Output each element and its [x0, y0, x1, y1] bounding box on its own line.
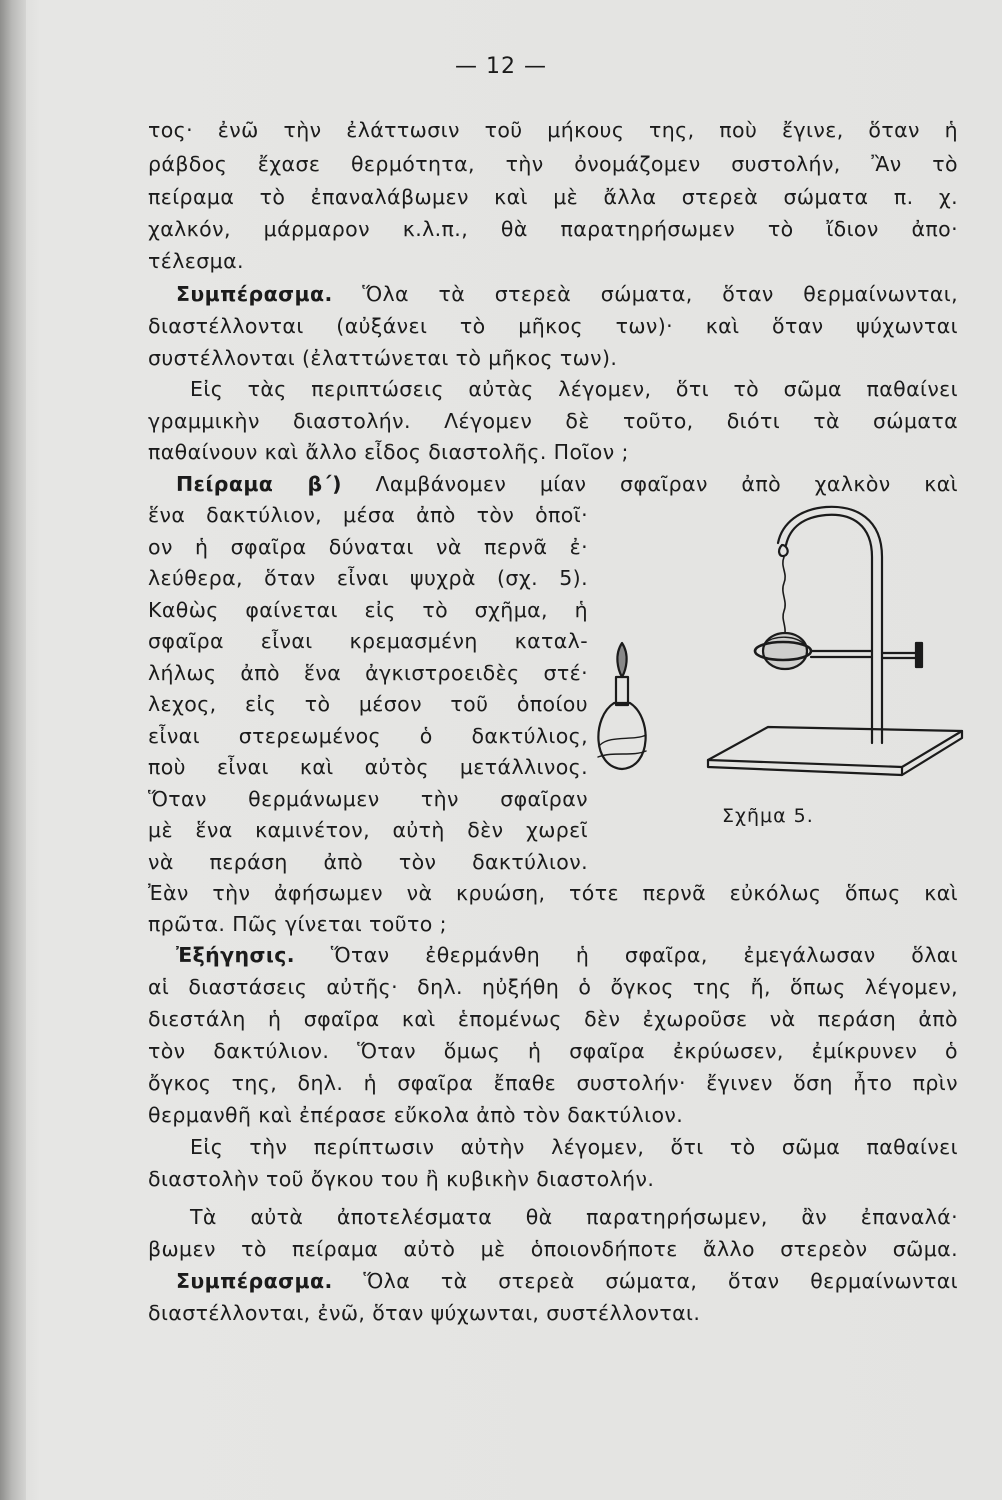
text-line: γραμμικὴν διαστολήν. Λέγομεν δὲ τοῦτο, διότι τὰ σώματα	[148, 409, 958, 433]
text-line: Ὅταν θερμάνωμεν τὴν σφαῖραν	[148, 787, 588, 811]
page-number: — 12 —	[455, 54, 547, 79]
text-line: θερμανθῆ καὶ ἐπέρασε εὔκολα ἀπὸ τὸν δακτύλιον.	[148, 1103, 684, 1127]
text-line: συστέλλονται (ἐλαττώνεται τὸ μῆκος των).	[148, 346, 618, 370]
text-line: χαλκόν, μάρμαρον κ.λ.π., θὰ παρατηρήσωμεν τὸ ἴδιον ἀπο·	[148, 217, 958, 241]
text-line: τος· ἐνῶ τὴν ἐλάττωσιν τοῦ μήκους της, ποὺ ἔγινε, ὅταν ἡ	[148, 118, 958, 142]
text-line: Ἐὰν τὴν ἀφήσωμεν νὰ κρυώση, τότε περνᾶ εὐκόλως ὅπως καὶ	[148, 881, 958, 905]
text-line: ράβδος ἔχασε θερμότητα, τὴν ὀνομάζομεν συστολήν, Ἂν τὸ	[148, 152, 958, 176]
ring-arm	[811, 651, 872, 657]
experiment-line	[148, 469, 958, 499]
conclusion-text: Ὅλα τὰ στερεὰ σώματα, ὅταν θερμαίνωνται	[363, 1269, 958, 1293]
text-line: διεστάλη ἡ σφαῖρα καὶ ἑπομένως δὲν ἐχωροῦσε νὰ περάση ἀπὸ	[148, 1007, 958, 1031]
clamp-screw	[916, 643, 922, 667]
text-line: ον ἡ σφαῖρα δύναται νὰ περνᾶ ἐ·	[148, 535, 588, 559]
text-line: αἱ διαστάσεις αὐτῆς· δηλ. ηὐξήθη ὁ ὄγκος της ἤ, ὅπως λέγομεν,	[148, 975, 958, 999]
conclusion-label: Συμπέρασμα.	[176, 282, 333, 306]
metal-ball	[763, 633, 807, 669]
conclusion-line	[148, 1266, 958, 1296]
experiment-text: Λαμβάνομεν μίαν σφαῖραν ἀπὸ χαλκὸν καὶ	[375, 472, 958, 496]
chain	[783, 557, 785, 633]
text-line: διαστέλλονται (αὐξάνει τὸ μῆκος των)· καὶ ὅταν ψύχωνται	[148, 314, 958, 338]
text-line: Εἰς τὰς περιπτώσεις αὐτὰς λέγομεν, ὅτι τὸ σῶμα παθαίνει	[190, 377, 958, 401]
explanation-line	[148, 940, 958, 970]
page-binding-edge	[0, 0, 26, 1500]
text-line: ὄγκος της, δηλ. ἡ σφαῖρα ἔπαθε συστολήν· ἔγινεν ὅση ἦτο πρὶν	[148, 1071, 958, 1095]
explanation-label: Ἐξήγησις.	[176, 943, 295, 967]
text-line: πείραμα τὸ ἐπαναλάβωμεν καὶ μὲ ἄλλα στερεὰ σώματα π. χ.	[148, 185, 958, 209]
text-line: παθαίνουν καὶ ἄλλο εἶδος διαστολῆς. Ποῖον ;	[148, 440, 629, 464]
text-line: ποὺ εἶναι καὶ αὐτὸς μετάλλινος.	[148, 755, 588, 779]
text-line: Καθὼς φαίνεται εἰς τὸ σχῆμα, ἡ	[148, 598, 588, 622]
text-line: νὰ περάση ἀπὸ τὸν δακτύλιον.	[148, 850, 588, 874]
text-line: λεύθερα, ὅταν εἶναι ψυχρὰ (σχ. 5).	[148, 566, 588, 590]
text-line: ἕνα δακτύλιον, μέσα ἀπὸ τὸν ὁποῖ·	[148, 503, 588, 527]
text-line: σφαῖρα εἶναι κρεμασμένη καταλ-	[148, 629, 588, 653]
text-line: εἶναι στερεωμένος ὁ δακτύλιος,	[148, 724, 588, 748]
conclusion-line	[148, 279, 958, 309]
text-line: λήλως ἀπὸ ἕνα ἀγκιστροειδὲς στέ·	[148, 661, 588, 685]
text-line: διαστέλλονται, ἐνῶ, ὅταν ψύχωνται, συστέλλονται.	[148, 1301, 701, 1325]
figure-ball-and-ring-apparatus	[590, 505, 970, 805]
text-line: λεχος, εἰς τὸ μέσον τοῦ ὁποίου	[148, 692, 588, 716]
explanation-text: Ὅταν ἐθερμάνθη ἡ σφαῖρα, ἐμεγάλωσαν ὅλαι	[330, 943, 959, 967]
text-line: μὲ ἕνα καμινέτον, αὐτὴ δὲν χωρεῖ	[148, 818, 588, 842]
stand-rod	[786, 515, 872, 743]
text-line: βωμεν τὸ πείραμα αὐτὸ μὲ ὁποιονδήποτε ἄλλο στερεὸν σῶμα.	[148, 1237, 958, 1261]
text-line: πρῶτα. Πῶς γίνεται τοῦτο ;	[148, 912, 447, 936]
figure-caption: Σχῆμα 5.	[722, 805, 814, 827]
text-line: τέλεσμα.	[148, 249, 244, 273]
experiment-label: Πείραμα β΄)	[176, 472, 342, 496]
burner-flask	[598, 703, 645, 769]
text-line: διαστολὴν τοῦ ὄγκου του ἢ κυβικὴν διαστολήν.	[148, 1167, 655, 1191]
conclusion-text: Ὅλα τὰ στερεὰ σώματα, ὅταν θερμαίνωνται,	[362, 282, 959, 306]
conclusion-label: Συμπέρασμα.	[176, 1269, 333, 1293]
text-line: τὸν δακτύλιον. Ὅταν ὅμως ἡ σφαῖρα ἐκρύωσεν, ἐμίκρυνεν ὁ	[148, 1039, 958, 1063]
text-line: Τὰ αὐτὰ ἀποτελέσματα θὰ παρατηρήσωμεν, ἂν ἐπαναλά·	[190, 1205, 958, 1229]
text-line: Εἰς τὴν περίπτωσιν αὐτὴν λέγομεν, ὅτι τὸ σῶμα παθαίνει	[190, 1135, 958, 1159]
burner-wick	[617, 643, 626, 677]
hook	[779, 545, 788, 556]
